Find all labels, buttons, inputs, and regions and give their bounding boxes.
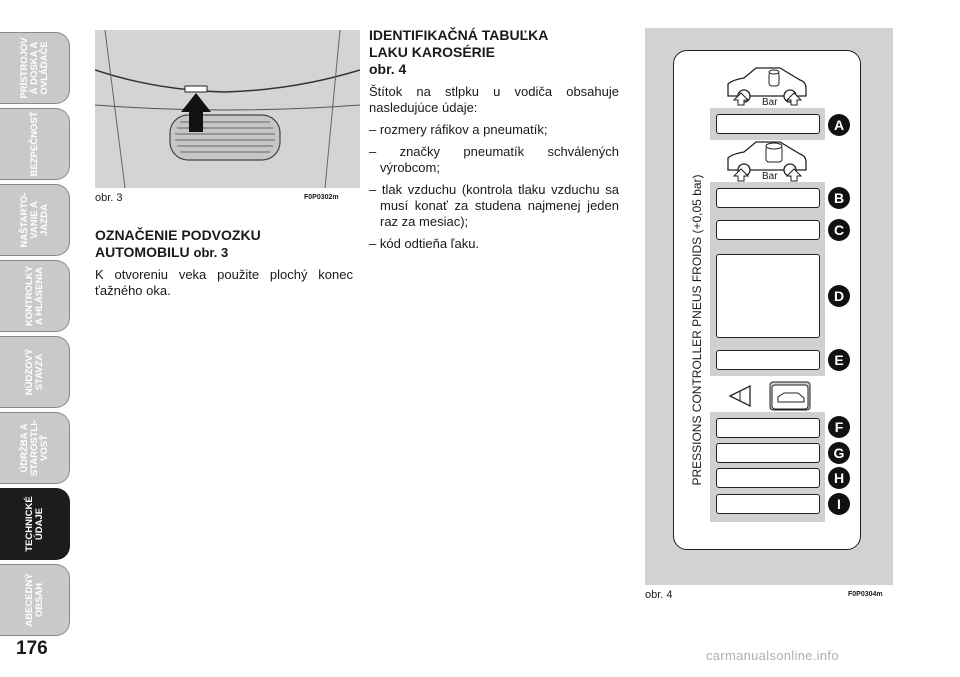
letter-c-marker: C (828, 219, 850, 241)
list-item: – kód odtieňa ľaku. (369, 236, 480, 251)
bar-unit-label: Bar (762, 97, 778, 108)
figure-3-caption: obr. 3 (95, 192, 123, 204)
tab-bezpecnost[interactable] (0, 108, 70, 180)
tab-label: PRÍSTROJOV Á DOSKA A OVLÁDAČE (18, 37, 50, 99)
tab-nastartovanie[interactable] (0, 184, 70, 256)
paint-code-icon (726, 380, 816, 412)
section-chassis (95, 227, 353, 305)
tab-label: TECHNICKÉ ÚDAJE (23, 496, 45, 552)
letter-e-marker: E (828, 349, 850, 371)
section-chassis-body: K otvoreniu veka použite plochý konec ťažného oka. (95, 267, 353, 298)
tab-label: ÚDRŽBA A STAROSTLI- VOSŤ (18, 419, 50, 477)
tab-udrzba[interactable] (0, 412, 70, 484)
arrow-up-icon (733, 92, 749, 106)
tab-pristrojova-doska[interactable] (0, 32, 70, 104)
list-item: – značky pneumatík schválených výrobcom; (369, 144, 619, 175)
tab-nudzovy-stav[interactable] (0, 336, 70, 408)
letter-g-marker: G (828, 442, 850, 464)
label-vertical-text: PRESSIONS CONTROLLER PNEUS FROIDS (+0,05 bar) (690, 174, 704, 486)
section-chassis-heading (95, 227, 353, 261)
letter-h-marker: H (828, 467, 850, 489)
field-d-box (716, 254, 820, 338)
tab-label: ABECEDNÝ OBSAH (23, 573, 45, 627)
figure-4-code: F0P0304m (848, 591, 883, 598)
field-h-box (716, 468, 820, 488)
heading-text: OZNAČENIE PODVOZKU AUTOMOBILU (95, 227, 261, 260)
field-c-box (716, 220, 820, 240)
tab-abecedny-obsah[interactable] (0, 564, 70, 636)
letter-d-marker: D (828, 285, 850, 307)
page-number: 176 (16, 638, 48, 659)
section-paint-label (369, 27, 619, 258)
letter-f-marker: F (828, 416, 850, 438)
figure-3-image (95, 30, 360, 188)
field-b-box (716, 188, 820, 208)
figure-4-caption: obr. 4 (645, 589, 673, 601)
bar-unit-label: Bar (762, 171, 778, 182)
list-item: – rozmery ráfikov a pneumatík; (369, 122, 548, 137)
figure-3-code: F0P0302m (304, 194, 339, 201)
trunk-illustration (95, 30, 360, 188)
field-e-box (716, 350, 820, 370)
letter-b-marker: B (828, 187, 850, 209)
section-paint-intro: Štítok na stlpku u vodiča obsahuje nasledujúce údaje: (369, 84, 619, 115)
tab-technicke-udaje[interactable] (0, 488, 70, 560)
tab-kontrolky[interactable] (0, 260, 70, 332)
list-item: – tlak vzduchu (kontrola tlaku vzduchu sa musí konať za studena najmenej jeden raz za mesiac); (369, 182, 619, 229)
field-i-box (716, 494, 820, 514)
letter-i-marker: I (828, 493, 850, 515)
arrow-up-icon (786, 168, 802, 182)
letter-a-marker: A (828, 114, 850, 136)
tab-label: NÚDZOVÝ STAVZA (23, 348, 45, 396)
arrow-up-icon (733, 168, 749, 182)
tab-label: BEZPEČNOSŤ (28, 111, 40, 177)
tab-label: NAŠTARTO- VANIE A JAZDA (18, 192, 50, 248)
watermark: carmanualsonline.info (706, 648, 839, 663)
field-a-box (716, 114, 820, 134)
field-f-box (716, 418, 820, 438)
heading-ref: obr. 3 (193, 245, 229, 260)
field-g-box (716, 443, 820, 463)
section-paint-heading: IDENTIFIKAČNÁ TABUĽKA LAKU KAROSÉRIE (369, 27, 548, 60)
tab-label: KONTROLKY A HLÁSENIA (23, 265, 45, 327)
section-paint-heading-ref: obr. 4 (369, 61, 407, 77)
arrow-up-icon (786, 92, 802, 106)
